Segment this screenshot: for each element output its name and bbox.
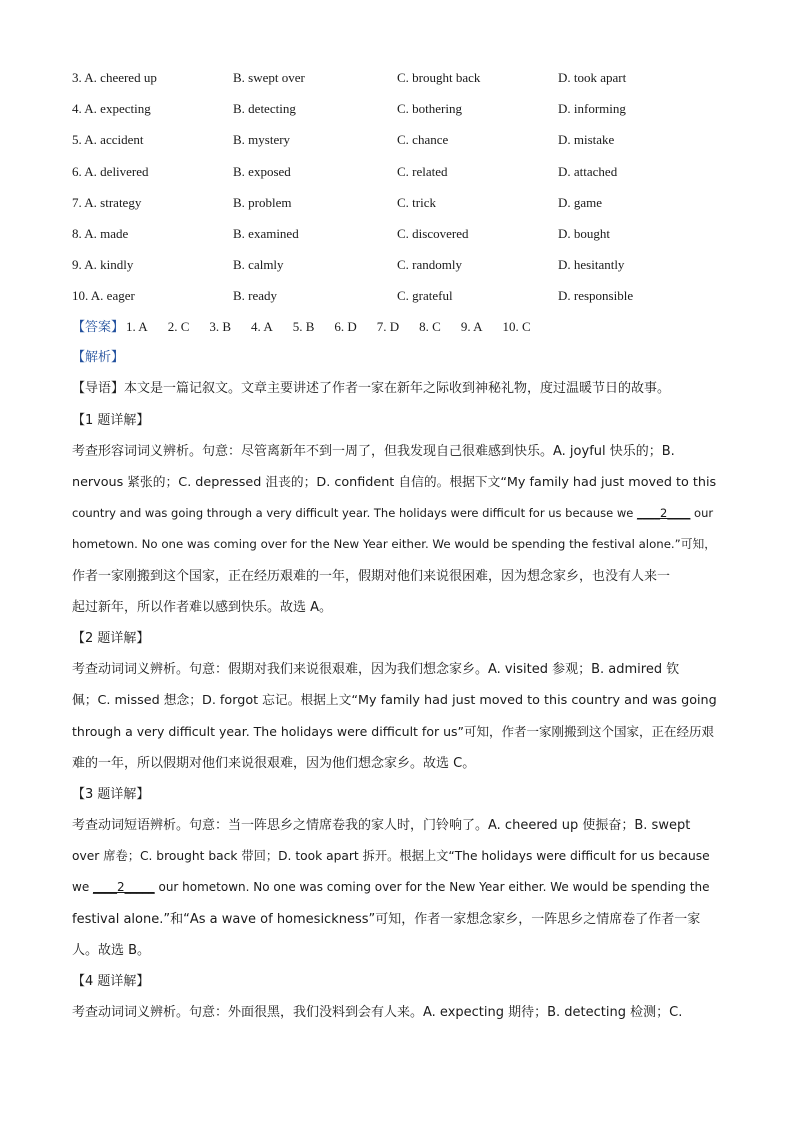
q3-text: our hometown. No one was coming over for the New Year either. We would be spending the	[154, 880, 710, 895]
q3-tag: 【3 题详解】	[72, 786, 150, 802]
q1-line: nervous 紧张的；C. depressed 沮丧的；D. confident 自信的。根据下文“My family had just moved to this	[72, 474, 717, 490]
option-row	[72, 156, 732, 187]
option-row	[72, 218, 732, 249]
q1-line: 起过新年，所以作者难以感到快乐。故选 A。	[72, 599, 333, 615]
option-row	[72, 280, 732, 311]
option-d: D. bought	[558, 225, 610, 241]
q2-line: 难的一年，所以假期对他们来说很艰难，因为他们想念家乡。故选 C。	[72, 755, 476, 771]
option-c: C. randomly	[397, 257, 462, 273]
q1-line: hometown. No one was coming over for the New Year either. We would be spending the festival alone.”可知，	[72, 537, 717, 552]
guide-tag: 【导语】	[72, 381, 125, 397]
analysis-heading	[72, 342, 722, 373]
option-a: 8. A. made	[72, 225, 129, 241]
q3-line: 人。故选 B。	[72, 942, 151, 958]
blank: ____2_____	[93, 880, 155, 895]
answer-item: 9. A	[460, 319, 483, 334]
explanation-body	[72, 311, 722, 1028]
option-b: B. calmly	[233, 257, 284, 273]
q4-line: 考查动词词义辨析。句意：外面很黑，我们没料到会有人来。A. expecting 期待；B. detecting 检测；C.	[72, 1005, 683, 1021]
answer-item: 10. C	[502, 319, 531, 334]
q3-line: 考查动词短语辨析。句意：当一阵思乡之情席卷我的家人时，门铃响了。A. cheered up 使振奋；B. swept	[72, 818, 691, 833]
option-c: C. chance	[397, 132, 449, 148]
option-d: D. informing	[558, 101, 626, 117]
q1-line	[72, 498, 722, 529]
q3-line: festival alone.”和“As a wave of homesickness”可知，作者一家想念家乡，一阵思乡之情席卷了作者一家	[72, 911, 701, 927]
q2-line: through a very difficult year. The holidays were difficult for us”可知，作者一家刚搬到这个国家，正在经历艰	[72, 724, 715, 740]
option-c: C. brought back	[397, 70, 481, 85]
option-b: B. mystery	[233, 132, 291, 148]
q4-heading	[72, 966, 722, 997]
option-d: D. took apart	[558, 70, 627, 85]
answer-item: 2. C	[167, 319, 190, 334]
answer-item: 5. B	[292, 319, 315, 334]
answer-line	[72, 311, 722, 342]
q1-text: country and was going through a very difficult year. The holidays were difficult for us because we	[72, 506, 638, 521]
option-a: 6. A. delivered	[72, 163, 149, 179]
option-a: 7. A. strategy	[72, 194, 142, 210]
option-b: B. detecting	[233, 101, 296, 117]
option-d: D. hesitantly	[558, 257, 625, 273]
q1-line: 考查形容词词义辨析。句意：尽管离新年不到一周了，但我发现自己很难感到快乐。A. joyful 快乐的；B.	[72, 443, 675, 459]
q2-heading	[72, 623, 722, 654]
option-a: 4. A. expecting	[72, 101, 151, 117]
q3-heading	[72, 779, 722, 810]
option-d: D. attached	[558, 163, 618, 179]
option-row	[72, 62, 732, 93]
option-d: D. game	[558, 194, 603, 210]
option-b: B. problem	[233, 194, 292, 210]
option-a: 3. A. cheered up	[72, 70, 157, 85]
option-c: C. bothering	[397, 101, 462, 117]
q2-line: 考查动词词义辨析。句意：假期对我们来说很艰难，因为我们想念家乡。A. visited 参观；B. admired 钦	[72, 662, 680, 678]
option-c: C. discovered	[397, 225, 469, 241]
option-b: B. ready	[233, 288, 278, 304]
option-b: B. exposed	[233, 163, 291, 179]
q3-line	[72, 872, 722, 903]
option-d: D. responsible	[558, 288, 634, 304]
q1-tag: 【1 题详解】	[72, 412, 150, 428]
analysis-tag: 【解析】	[72, 350, 125, 366]
answer-item: 7. D	[376, 319, 400, 334]
q1-heading	[72, 405, 722, 436]
option-a: 5. A. accident	[72, 132, 144, 148]
q1-line: 作者一家刚搬到这个国家，正在经历艰难的一年，假期对他们来说很困难，因为想念家乡，也没有人来一	[72, 568, 671, 584]
q2-tag: 【2 题详解】	[72, 630, 150, 646]
option-c: C. grateful	[397, 288, 453, 304]
q3-line: over 席卷；C. brought back 带回；D. took apart 拆开。根据上文“The holidays were difficult for us because	[72, 849, 710, 864]
q4-tag: 【4 题详解】	[72, 973, 150, 989]
option-row	[72, 249, 732, 280]
option-c: C. related	[397, 163, 448, 179]
option-a: 9. A. kindly	[72, 257, 134, 273]
answer-item: 6. D	[334, 319, 357, 334]
guide-text: 本文是一篇记叙文。文章主要讲述了作者一家在新年之际收到神秘礼物，度过温暖节日的故事。	[124, 381, 671, 397]
q1-text: our	[690, 506, 714, 521]
option-row	[72, 93, 732, 124]
option-b: B. swept over	[233, 70, 305, 85]
blank: ____2____	[637, 506, 691, 521]
option-c: C. trick	[397, 194, 436, 210]
option-b: B. examined	[233, 225, 299, 241]
answer-item: 3. B	[209, 319, 232, 334]
answer-tag: 【答案】	[72, 320, 125, 335]
option-list	[72, 62, 732, 312]
q2-line: 佩；C. missed 想念；D. forgot 忘记。根据上文“My family had just moved to this country and was going	[72, 693, 717, 709]
option-a: 10. A. eager	[72, 288, 135, 304]
answer-item: 8. C	[419, 319, 441, 334]
guide-line	[72, 373, 722, 404]
option-row	[72, 187, 732, 218]
option-row	[72, 124, 732, 155]
q3-text: we	[72, 880, 94, 895]
answer-item: 4. A	[251, 319, 273, 334]
answer-item: 1. A	[126, 319, 148, 334]
option-d: D. mistake	[558, 132, 615, 148]
